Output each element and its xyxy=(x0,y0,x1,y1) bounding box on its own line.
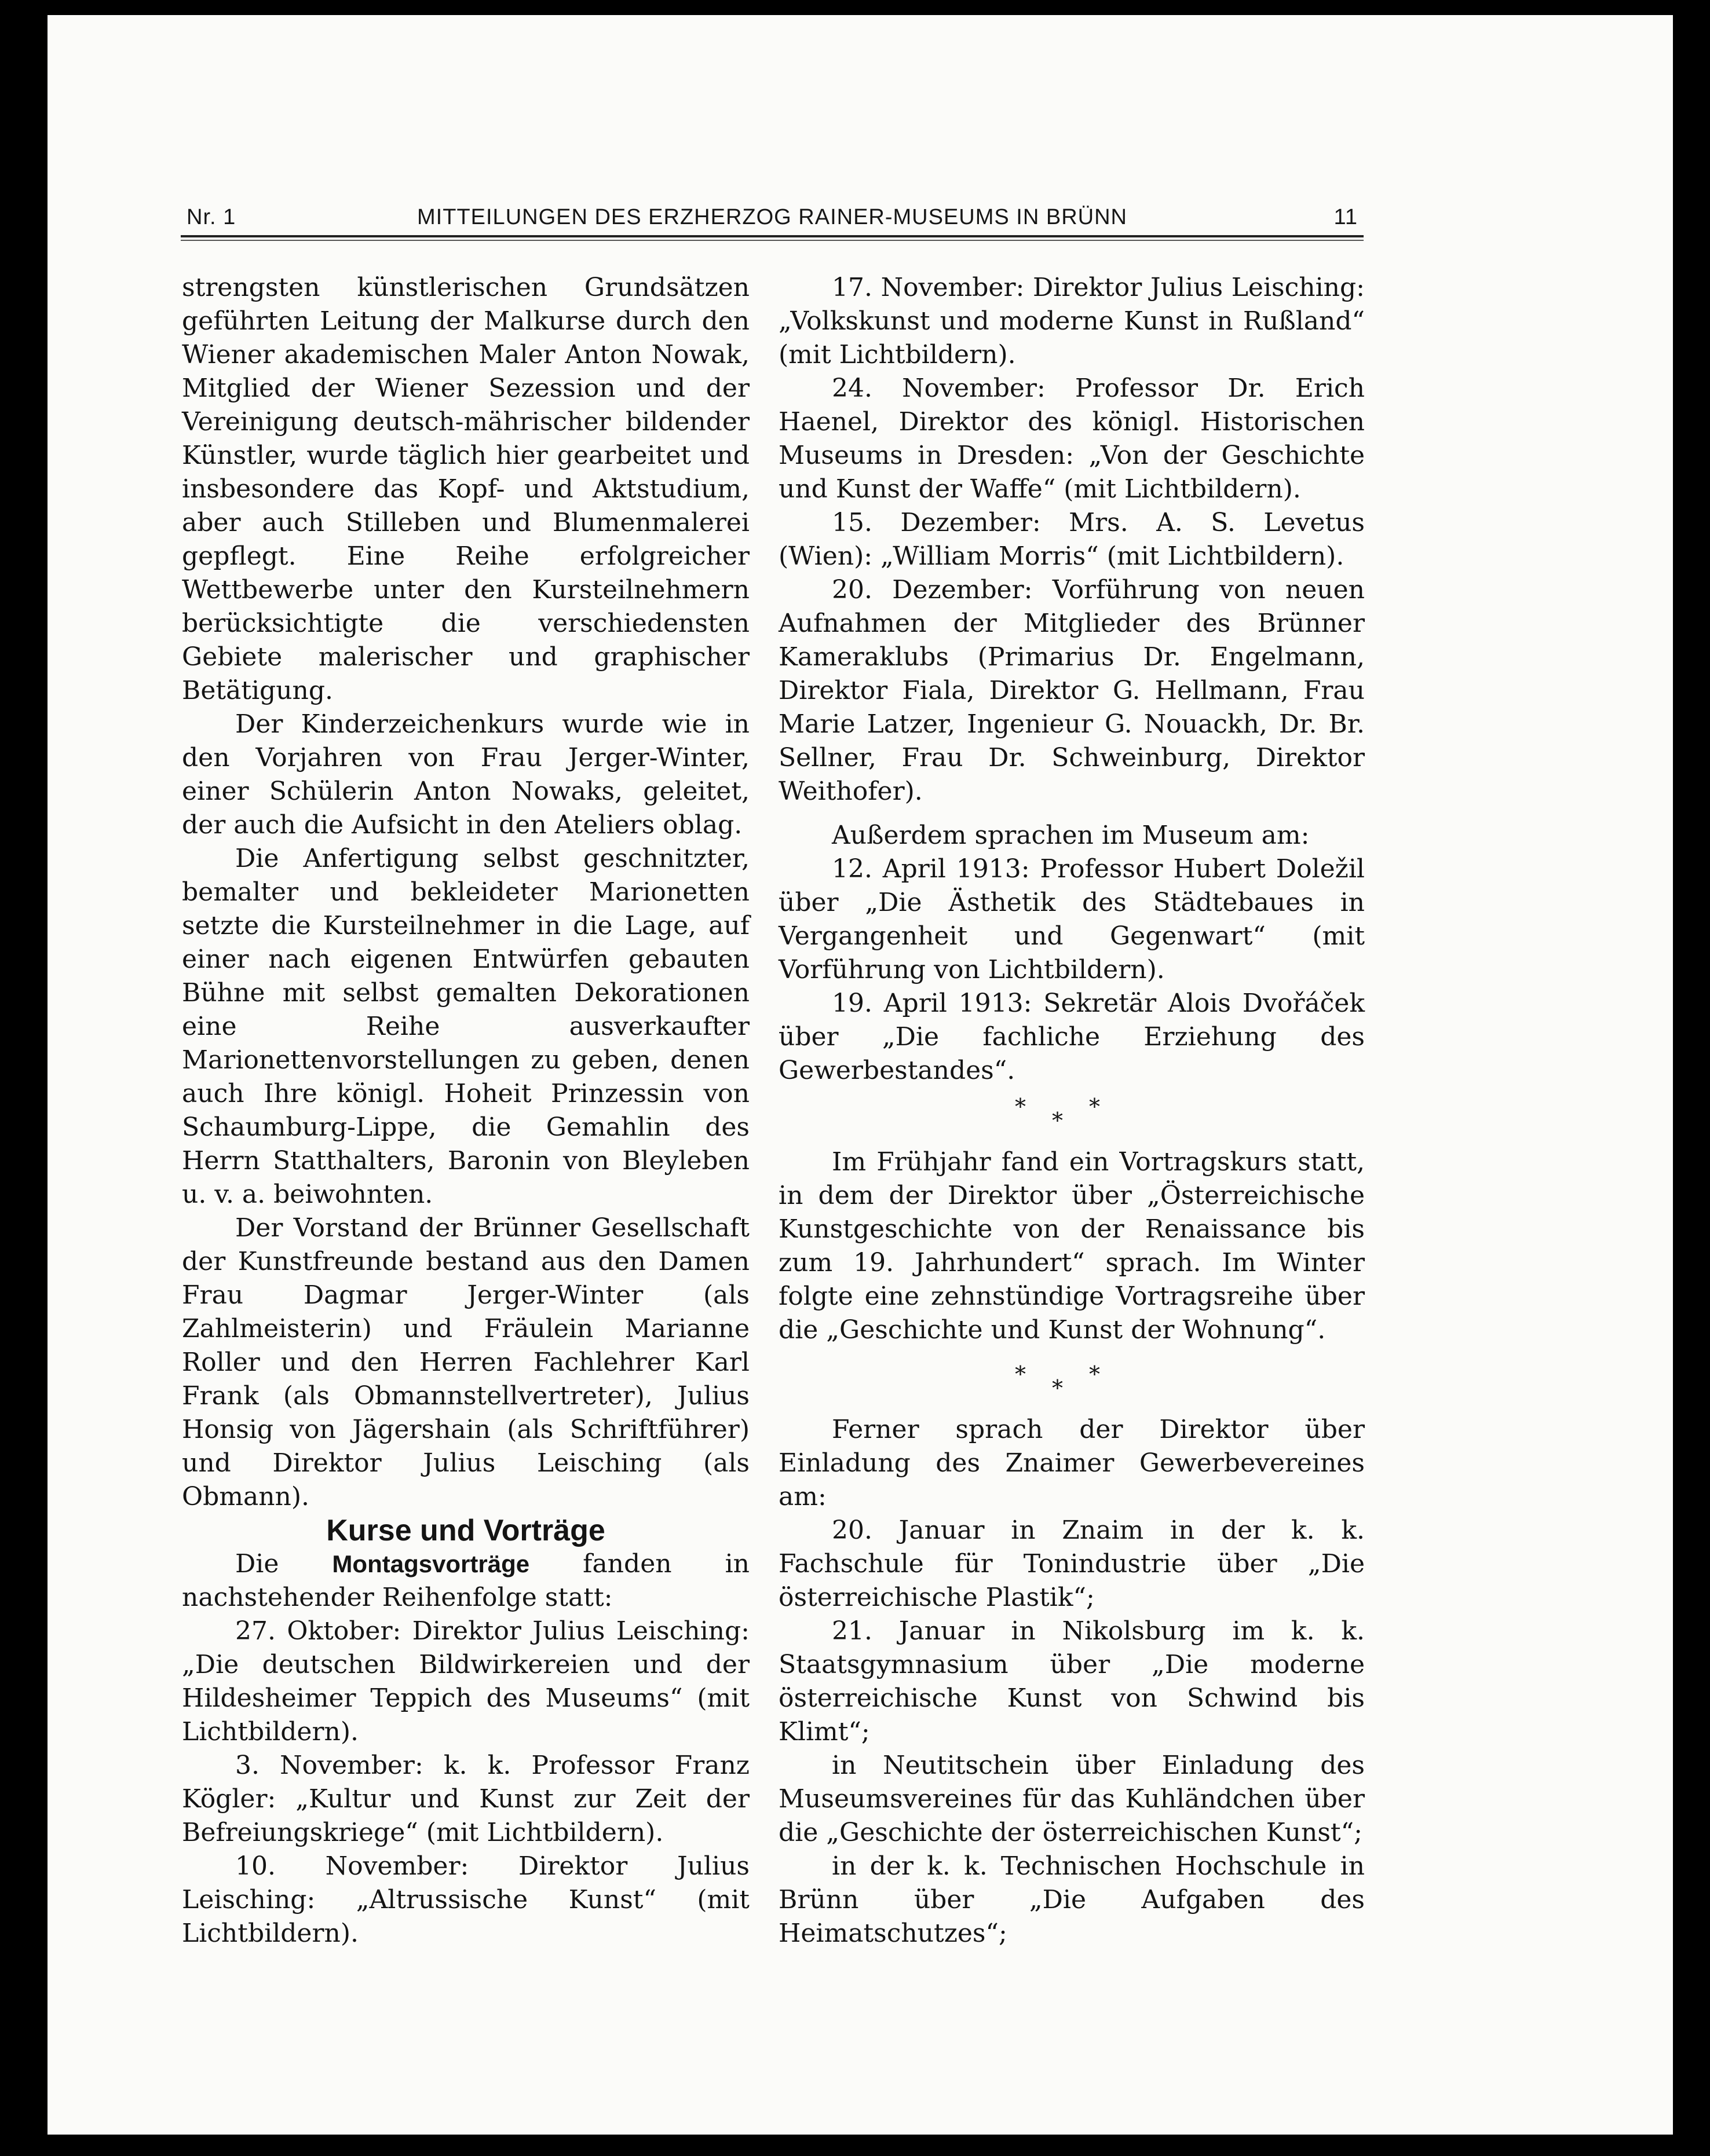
paragraph: Ferner sprach der Direktor über Einladung des Znaimer Gewerbevereines am: xyxy=(779,1415,1365,1511)
paragraph: Die Anfertigung selbst geschnitzter, bemalter und bekleideter Marionetten setzte die Kursteilnehmer in die Lage, auf einer nach eigenen Entwürfen gebauten Bühne mit selbst gemalten Dekorationen eine Reihe ausverkaufter Marionettenvorstellungen zu geben, denen auch Ihre königl. Hoheit Prinzessin von Schaumburg-Lippe, die Gemahlin des Herrn Statthalters, Baronin von Bleyleben u. v. a. beiwohnten. xyxy=(182,844,750,1209)
paragraph xyxy=(182,1547,750,1615)
header-rule-thin xyxy=(181,240,1364,241)
lecture-entry: 20. Januar in Znaim in der k. k. Fachschule für Tonindustrie über „Die österreichische Plastik“; xyxy=(779,1516,1365,1612)
lecture-entry: 3. November: k. k. Professor Franz Kögler: „Kultur und Kunst zur Zeit der Befreiungskriege“ (mit Lichtbildern). xyxy=(182,1751,750,1847)
lecture-entry: 27. Oktober: Direktor Julius Leisching: „Die deutschen Bildwirkereien und der Hildesheimer Teppich des Museums“ (mit Lichtbildern). xyxy=(182,1616,750,1747)
text-run: Die xyxy=(235,1549,332,1579)
lecture-entry: 24. November: Professor Dr. Erich Haenel, Direktor des königl. Historischen Museums in Dresden: „Von der Geschichte und Kunst der Waffe“ (mit Lichtbildern). xyxy=(779,374,1365,504)
asterisk: * xyxy=(1052,1108,1063,1133)
asterisk: * xyxy=(1015,1094,1026,1119)
section-divider xyxy=(779,1088,1365,1132)
bold-term: Montagsvorträge xyxy=(332,1550,530,1577)
asterisk: * xyxy=(1052,1375,1063,1401)
lecture-entry: in der k. k. Technischen Hochschule in Brünn über „Die Aufgaben des Heimatschutzes“; xyxy=(779,1851,1365,1948)
issue-number: Nr. 1 xyxy=(187,205,236,229)
left-column xyxy=(182,271,750,1950)
asterisk: * xyxy=(1015,1361,1026,1387)
section-divider xyxy=(779,1355,1365,1399)
header-rule xyxy=(181,235,1364,237)
lecture-entry: in Neutitschein über Einladung des Museumsvereines für das Kuhländchen über die „Geschichte der österreichischen Kunst“; xyxy=(779,1751,1365,1847)
journal-title: MITTEILUNGEN DES ERZHERZOG RAINER-MUSEUMS IN BRÜNN xyxy=(417,205,1127,229)
paragraph: Der Vorstand der Brünner Gesellschaft der Kunstfreunde bestand aus den Damen Frau Dagmar Jerger-Winter (als Zahlmeisterin) und Fräulein Marianne Roller und den Herren Fachlehrer Karl Frank (als Obmannstellvertreter), Julius Honsig von Jägershain (als Schriftführer) und Direktor Julius Leisching (als Obmann). xyxy=(182,1213,750,1511)
running-header xyxy=(181,191,1364,237)
paragraph: strengsten künstlerischen Grundsätzen geführten Leitung der Malkurse durch den Wiener akademischen Maler Anton Nowak, Mitglied der Wiener Sezession und der Vereinigung deutsch-mährischer bildender Künstler, wurde täglich hier gearbeitet und insbesondere das Kopf- und Aktstudium, aber auch Stilleben und Blumenmalerei gepflegt. Eine Reihe erfolgreicher Wettbewerbe unter den Kursteilnehmern berücksichtigte die verschiedensten Gebiete malerischer und graphischer Betätigung. xyxy=(182,273,750,705)
lecture-entry: 21. Januar in Nikolsburg im k. k. Staatsgymnasium über „Die moderne österreichische Kunst von Schwind bis Klimt“; xyxy=(779,1616,1365,1747)
lecture-entry: 20. Dezember: Vorführung von neuen Aufnahmen der Mitglieder des Brünner Kameraklubs (Primarius Dr. Engelmann, Direktor Fiala, Direktor G. Hellmann, Frau Marie Latzer, Ingenieur G. Nouackh, Dr. Br. Sellner, Frau Dr. Schweinburg, Direktor Weithofer). xyxy=(779,575,1365,806)
lecture-entry: 15. Dezember: Mrs. A. S. Levetus (Wien): „William Morris“ (mit Lichtbildern). xyxy=(779,508,1365,571)
lecture-entry: 17. November: Direktor Julius Leisching: „Volkskunst und moderne Kunst in Rußland“ (mit Lichtbildern). xyxy=(779,273,1365,369)
asterisk: * xyxy=(1089,1094,1100,1119)
right-column xyxy=(779,271,1365,1950)
text-run: fanden in nachstehender Reihenfolge statt: xyxy=(182,1549,750,1612)
paragraph: Im Frühjahr fand ein Vortragskurs statt, in dem der Direktor über „Österreichische Kunstgeschichte von der Renaissance bis zum 19. Jahrhundert“ sprach. Im Winter folgte eine zehnstündige Vortragsreihe über die „Geschichte und Kunst der Wohnung“. xyxy=(779,1147,1365,1345)
lecture-entry: 12. April 1913: Professor Hubert Doležil über „Die Ästhetik des Städtebaues in Vergangenheit und Gegenwart“ (mit Vorführung von Lichtbildern). xyxy=(779,854,1365,984)
lecture-entry: 10. November: Direktor Julius Leisching: „Altrussische Kunst“ (mit Lichtbildern). xyxy=(182,1851,750,1948)
paragraph: Außerdem sprachen im Museum am: xyxy=(832,821,1310,850)
section-heading: Kurse und Vorträge xyxy=(326,1514,605,1547)
asterisk: * xyxy=(1089,1361,1100,1387)
lecture-entry: 19. April 1913: Sekretär Alois Dvořáček über „Die fachliche Erziehung des Gewerbestandes“. xyxy=(779,989,1365,1085)
page-number: 11 xyxy=(1333,205,1358,229)
paragraph: Der Kinderzeichenkurs wurde wie in den Vorjahren von Frau Jerger-Winter, einer Schülerin Anton Nowaks, geleitet, der auch die Aufsicht in den Ateliers oblag. xyxy=(182,709,750,840)
